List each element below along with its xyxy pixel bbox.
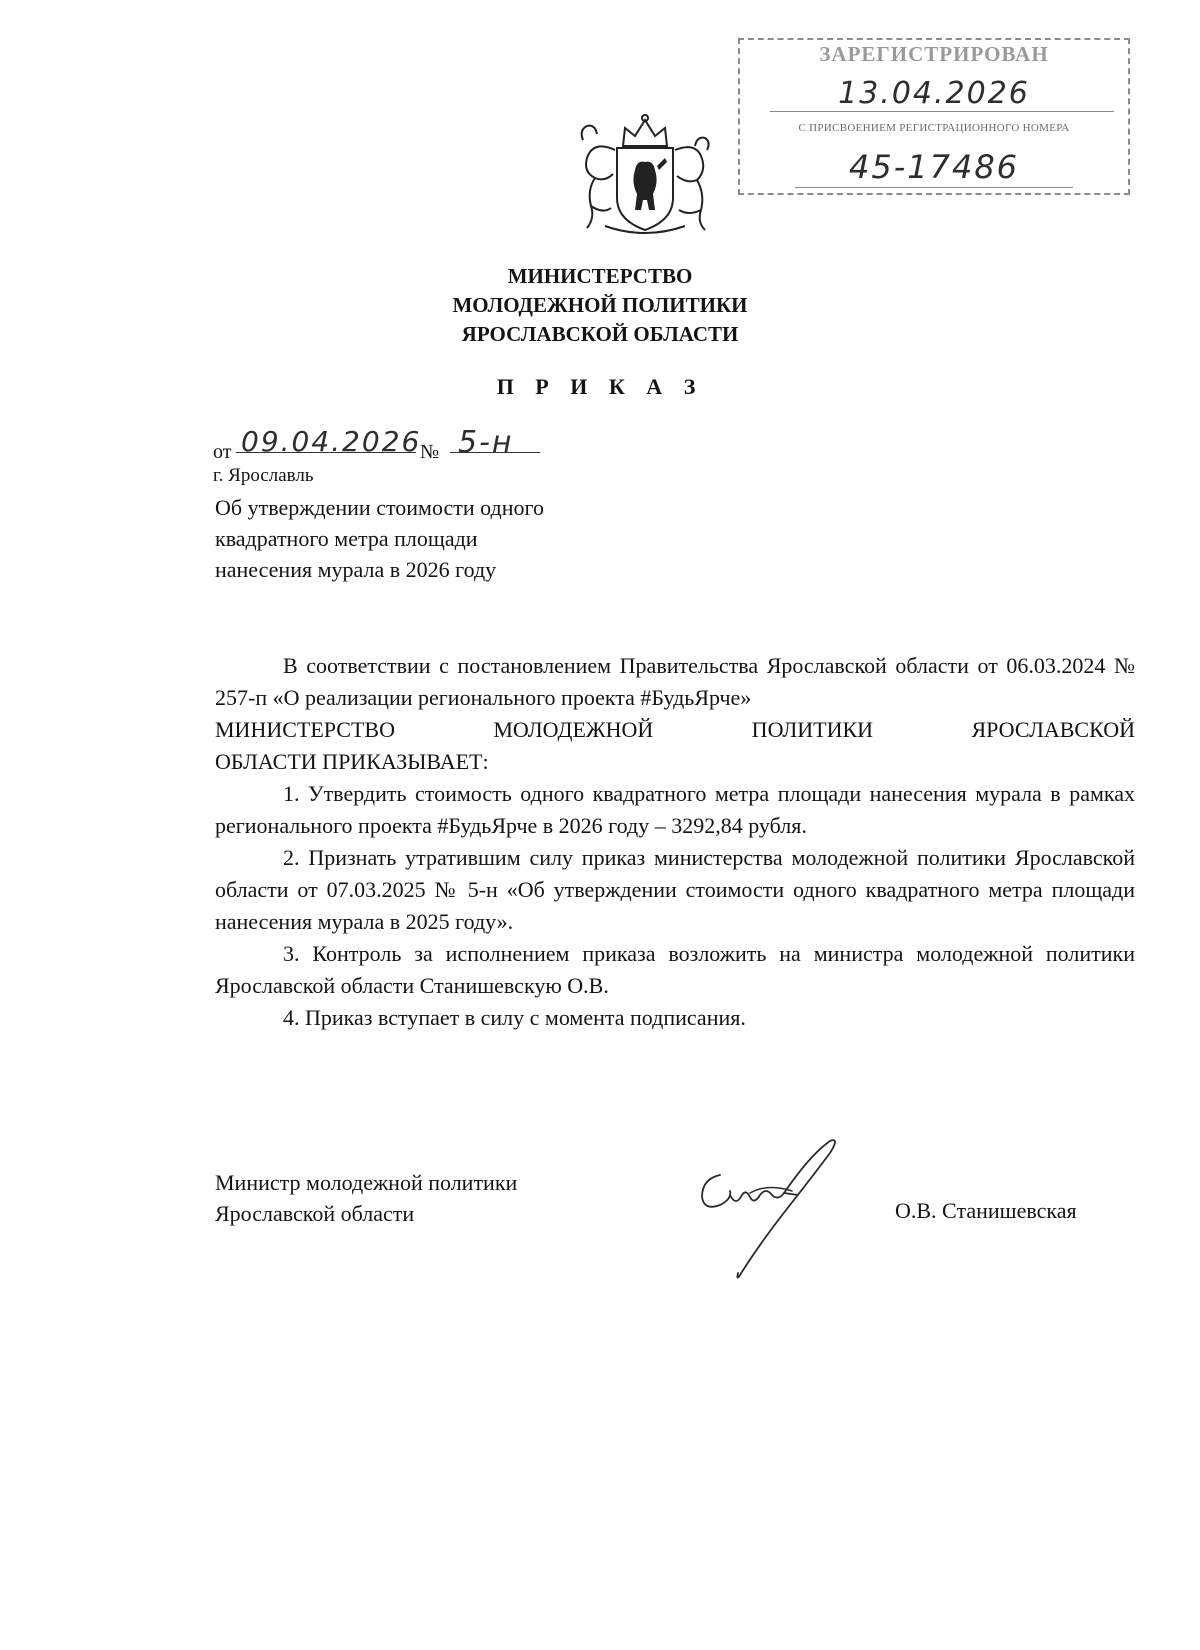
stamp-divider [795, 187, 1073, 188]
stamp-caption: С ПРИСВОЕНИЕМ РЕГИСТРАЦИОННОГО НОМЕРА [798, 122, 1070, 134]
ministry-name-line: МОЛОДЕЖНОЙ ПОЛИТИКИ [452, 293, 748, 317]
orders-heading: МИНИСТЕРСТВО МОЛОДЕЖНОЙ ПОЛИТИКИ ЯРОСЛАВСКОЙ [215, 717, 1135, 742]
orders-heading: ОБЛАСТИ ПРИКАЗЫВАЕТ: [215, 749, 489, 774]
signer-position-line: Ярославской области [215, 1201, 415, 1226]
order-from-label: от [213, 441, 232, 463]
ministry-name-line: ЯРОСЛАВСКОЙ ОБЛАСТИ [461, 322, 739, 346]
order-subject [215, 492, 715, 585]
preamble: В соответствии с постановлением Правительства Ярославской области от 06.03.2024 № 257-п «О реализации регионального проекта #БудьЯрче» [215, 653, 1135, 710]
stamp-divider [770, 111, 1114, 112]
order-subject-line: квадратного метра площади [215, 526, 478, 551]
order-subject-line: нанесения мурала в 2026 году [215, 557, 497, 582]
registration-stamp [738, 38, 1130, 195]
order-number: 5-н [458, 425, 514, 460]
stamp-date: 13.04.2026 [838, 76, 1030, 111]
ministry-name [0, 262, 1200, 349]
stamp-registration-number: 45-17486 [848, 148, 1020, 186]
signer-name: О.В. Станишевская [895, 1198, 1077, 1223]
coat-of-arms-icon [565, 110, 725, 238]
order-number-sign: № [420, 441, 440, 463]
order-item: 3. Контроль за исполнением приказа возложить на министра молодежной политики Ярославской области Станишевскую О.В. [215, 941, 1135, 998]
order-body [215, 650, 1135, 1034]
city: г. Ярославль [213, 465, 314, 486]
order-item: 4. Приказ вступает в силу с момента подписания. [283, 1005, 746, 1030]
handwritten-signature [680, 1135, 860, 1285]
order-subject-line: Об утверждении стоимости одного [215, 495, 544, 520]
order-item: 2. Признать утратившим силу приказ министерства молодежной политики Ярославской области от 07.03.2025 № 5-н «Об утверждении стоимости одного квадратного метра площади нанесения мурала в 2025 году». [215, 845, 1135, 934]
order-date-underline [236, 452, 416, 453]
document-type-title: П Р И К А З [496, 374, 704, 399]
order-item: 1. Утвердить стоимость одного квадратного метра площади нанесения мурала в рамках регионального проекта #БудьЯрче в 2026 году – 3292,84 рубля. [215, 781, 1135, 838]
order-number-underline [450, 452, 540, 453]
signer-position-line: Министр молодежной политики [215, 1170, 518, 1195]
stamp-title: ЗАРЕГИСТРИРОВАН [819, 42, 1049, 66]
order-date: 09.04.2026 [241, 425, 422, 458]
ministry-name-line: МИНИСТЕРСТВО [507, 264, 693, 288]
signer-position [215, 1167, 517, 1229]
